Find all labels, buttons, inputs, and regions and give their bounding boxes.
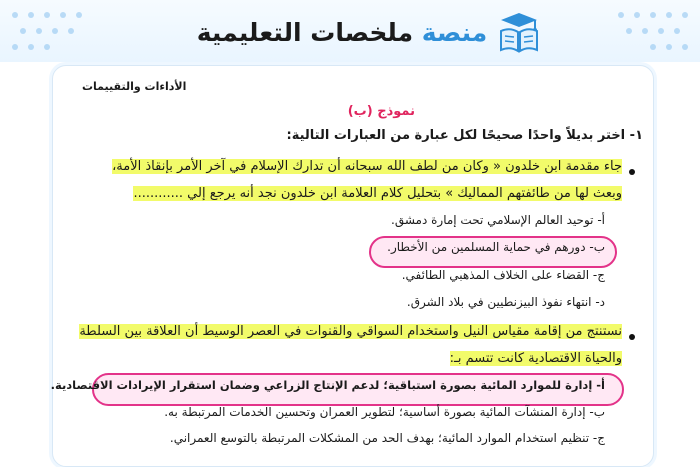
model-title: نموذج (ب) <box>347 104 415 119</box>
q1-line-2 <box>133 186 622 201</box>
brand-word-1: منصة <box>421 17 488 47</box>
brand-word-2: ملخصات التعليمية <box>196 17 414 47</box>
decorative-dots-right <box>542 6 692 56</box>
q1-option-a: أ- توحيد العالم الإسلامي تحت إمارة دمشق. <box>391 213 605 227</box>
header-banner <box>0 0 700 62</box>
q2-line-1-text: نستنتج من إقامة مقياس النيل واستخدام السواقي والقنوات في العصر الوسيط أن العلاقة بين السلطة <box>79 324 622 339</box>
decorative-dots-left <box>8 6 158 56</box>
section-label: الأداءات والتقييمات <box>82 80 187 93</box>
bullet <box>629 169 635 175</box>
instruction: ١- اختر بديلاً واحدًا صحيحًا لكل عبارة من العبارات التالية: <box>286 128 643 143</box>
q1-option-d: د- انتهاء نفوذ البيزنطيين في بلاد الشرق. <box>406 295 605 309</box>
q1-option-c: ج- القضاء على الخلاف المذهبي الطائفي. <box>401 268 605 282</box>
q2-option-a: أ- إدارة للموارد المائية بصورة استباقية؛ لدعم الإنتاج الزراعي وضمان استقرار الإيرادات الاقتصادية. <box>50 378 605 392</box>
brand-name <box>197 18 488 47</box>
bullet <box>629 334 635 340</box>
q2-line-2-text: والحياة الاقتصادية كانت تتسم بـ: <box>449 351 622 366</box>
book-graduation-cap-icon <box>495 11 543 53</box>
brand-logo <box>190 12 550 52</box>
q2-line-1 <box>79 324 622 339</box>
q1-line-1-text: جاء مقدمة ابن خلدون « وكان من لطف الله سبحانه أن تدارك الإسلام في آخر الأمر بإنقاذ الأمة، <box>112 159 622 174</box>
q1-line-1 <box>112 159 622 174</box>
q2-option-b: ب- إدارة المنشآت المائية بصورة أساسية؛ لتطوير العمران وتحسين الخدمات المرتبطة به. <box>164 405 605 419</box>
q2-option-c: ج- تنظيم استخدام الموارد المائية؛ بهدف الحد من المشكلات المرتبطة بالتوسع العمراني. <box>169 431 605 445</box>
q1-line-2-text: وبعث لها من طائفتهم المماليك » بتحليل كلام العلامة ابن خلدون نجد أنه يرجع إلي ............ <box>133 186 622 201</box>
q2-line-2 <box>450 351 622 366</box>
q1-option-b: ب- دورهم في حماية المسلمين من الأخطار. <box>387 240 605 254</box>
